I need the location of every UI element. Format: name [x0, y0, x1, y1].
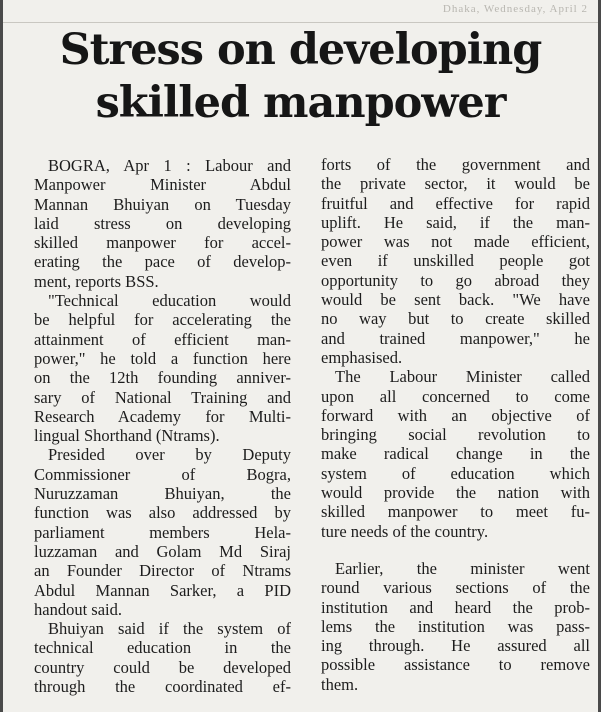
article-text-line: no way but to create skilled [321, 309, 590, 329]
article-text-line: forts of the government and [321, 155, 590, 174]
article-text-line: Bhuiyan said if the system of [48, 619, 291, 639]
article-text-line: laid stress on developing [34, 213, 291, 233]
article-text-line: Research Academy for Multi- [34, 406, 291, 426]
article-text-line: Nuruzzaman Bhuiyan, the [34, 484, 291, 504]
article-text-line: opportunity to go abroad they [321, 270, 590, 290]
article-text-line: Mannan Bhuiyan on Tuesday [34, 194, 291, 214]
article-text-line: institution and heard the prob- [321, 597, 590, 617]
article-text-line: Abdul Mannan Sarker, a PID [34, 580, 291, 600]
article-column-left [34, 156, 291, 696]
clipping-top-strip [3, 0, 598, 23]
article-text-line: power was not made efficient, [321, 232, 590, 252]
article-text-line: The Labour Minister called [335, 367, 590, 387]
article-text-line: round various sections of the [321, 578, 590, 598]
article-text-line: bringing social revolution to [321, 425, 590, 445]
article-text-line: sary of National Training and [34, 387, 291, 407]
article-text-line: BOGRA, Apr 1 : Labour and [48, 156, 291, 175]
article-text-line: an Founder Director of Ntrams [34, 561, 291, 581]
article-text-line: and trained manpower," he [321, 328, 590, 348]
headline [3, 24, 598, 130]
article-text-line: ment, reports BSS. [34, 271, 159, 291]
article-text-line: emphasised. [321, 347, 403, 367]
article-text-line: technical education in the [34, 638, 291, 658]
article-text-line: country could be developed [34, 657, 291, 677]
paragraph-gap [321, 541, 590, 559]
header-strip-text: Dhaka, Wednesday, April 2 [442, 3, 588, 15]
article-text-line: "Technical education would [48, 291, 291, 311]
article-text-line: attainment of efficient man- [34, 329, 291, 349]
article-text-line: the private sector, it would be [321, 174, 590, 194]
article-column-right [321, 155, 590, 694]
article-text-line: lems the institution was pass- [321, 616, 590, 636]
article-text-line: skilled manpower for accel- [34, 233, 291, 253]
headline-line-1: Stress on developing [59, 25, 542, 75]
article-text-line: fruitful and effective for rapid [321, 193, 590, 213]
article-text-line: skilled manpower to meet fu- [321, 502, 590, 522]
article-text-line: ture needs of the country. [321, 521, 489, 541]
article-text-line: them. [321, 674, 359, 694]
article-text-line: system of education which [321, 463, 590, 483]
article-text-line: through the coordinated ef- [34, 677, 291, 697]
article-text-line: Manpower Minister Abdul [34, 175, 291, 195]
article-text-line: would be sent back. "We have [321, 290, 590, 310]
article-text-line: on the 12th founding anniver- [34, 368, 291, 388]
article-text-line: uplift. He said, if the man- [321, 212, 590, 232]
article-text-line: would provide the nation with [321, 483, 590, 503]
article-text-line: forward with an objective of [321, 405, 590, 425]
article-text-line: Commissioner of Bogra, [34, 464, 291, 484]
article-text-line: be helpful for accelerating the [34, 310, 291, 330]
article-text-line: upon all concerned to come [321, 386, 590, 406]
article-text-line: make radical change in the [321, 444, 590, 464]
article-text-line: even if unskilled people got [321, 251, 590, 271]
article-text-line: function was also addressed by [34, 503, 291, 523]
article-text-line: power," he told a function here [34, 348, 291, 368]
headline-line-2: skilled manpower [95, 78, 506, 128]
article-text-line: luzzaman and Golam Md Siraj [34, 541, 291, 561]
article-text-line: Earlier, the minister went [335, 558, 590, 578]
article-text-line: erating the pace of develop- [34, 252, 291, 272]
article-text-line: lingual Shorthand (Ntrams). [34, 426, 220, 446]
article-text-line: possible assistance to remove [321, 655, 590, 675]
article-text-line: Presided over by Deputy [48, 445, 291, 465]
article-text-line: handout said. [34, 599, 122, 619]
article-text-line: ing through. He assured all [321, 636, 590, 656]
article-text-line: parliament members Hela- [34, 522, 291, 542]
